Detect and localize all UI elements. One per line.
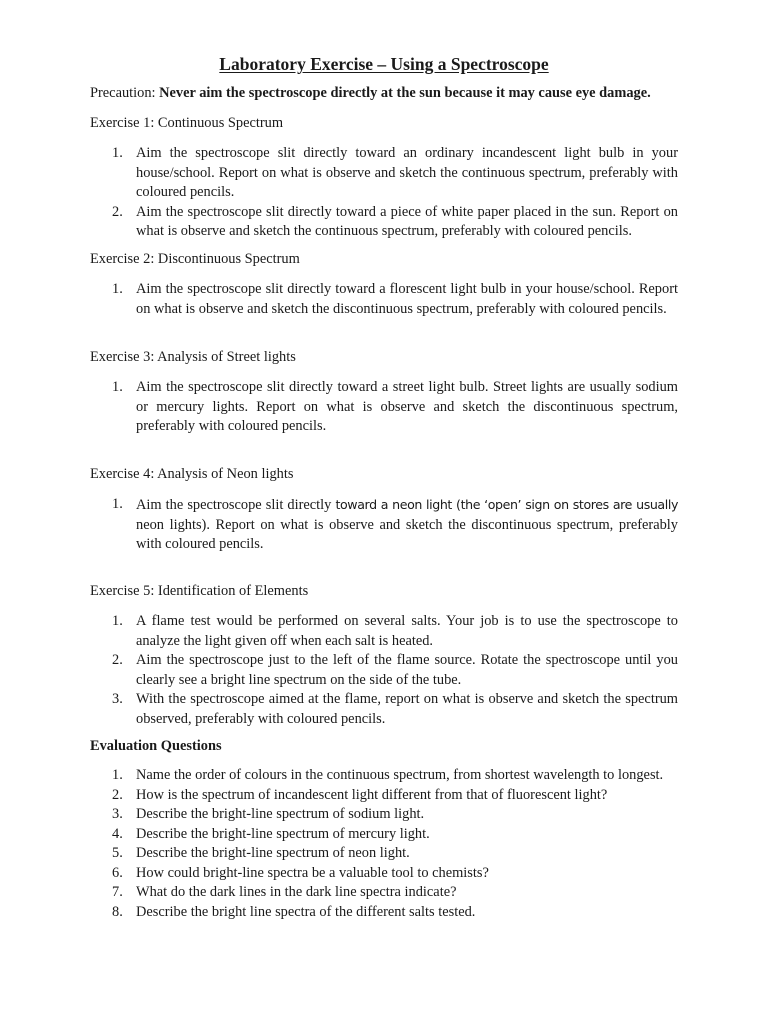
document-title: Laboratory Exercise – Using a Spectroscope xyxy=(219,54,549,74)
list-item: 4. Describe the bright-line spectrum of mercury light. xyxy=(112,825,430,842)
list-item: 1. Aim the spectroscope slit directly toward a neon light (the ‘open’ sign on stores are usually neon lights). Report on what is observe and sketch the discontinuous spectrum, preferably with coloured pencils. xyxy=(112,496,678,552)
list-item: 7. What do the dark lines in the dark line spectra indicate? xyxy=(112,884,457,900)
exercise-3-heading: Exercise 3: Analysis of Street lights xyxy=(90,349,296,365)
exercise-2-list xyxy=(0,280,678,319)
exercise-5-list xyxy=(0,612,678,729)
exercise-4-heading: Exercise 4: Analysis of Neon lights xyxy=(90,466,294,482)
list-item: 1. A flame test would be performed on several salts. Your job is to use the spectroscope to analyze the light given off when each salt is heated. xyxy=(112,613,678,649)
list-item: 2. Aim the spectroscope just to the left of the flame source. Rotate the spectroscope until you clearly see a bright line spectrum on the side of the tube. xyxy=(112,652,678,688)
list-item: 1. Aim the spectroscope slit directly toward a florescent light bulb in your house/school. Report on what is observe and sketch the discontinuous spectrum, preferably with coloured pencils. xyxy=(112,281,678,317)
exercise-1-list xyxy=(0,144,678,242)
precaution xyxy=(90,84,680,104)
list-item: 1. Name the order of colours in the continuous spectrum, from shortest wavelength to longest. xyxy=(112,767,664,783)
list-item: 1. Aim the spectroscope slit directly toward an ordinary incandescent light bulb in your house/school. Report on what is observe and sketch the continuous spectrum, preferably with coloured pencils. xyxy=(112,145,678,200)
exercise-3-list xyxy=(0,378,678,437)
list-item: 2. Aim the spectroscope slit directly toward a piece of white paper placed in the sun. Report on what is observe and sketch the continuous spectrum, preferably with coloured pencils. xyxy=(112,203,678,239)
list-item: 6. How could bright-line spectra be a valuable tool to chemists? xyxy=(112,864,489,881)
list-item: 3. Describe the bright-line spectrum of sodium light. xyxy=(112,806,425,822)
exercise-2-heading: Exercise 2: Discontinuous Spectrum xyxy=(90,251,300,267)
list-item: 2. How is the spectrum of incandescent light different from that of fluorescent light? xyxy=(112,786,608,803)
evaluation-list xyxy=(0,766,696,922)
exercise-5-heading: Exercise 5: Identification of Elements xyxy=(90,583,309,599)
exercise-4-list xyxy=(0,495,678,555)
evaluation-heading: Evaluation Questions xyxy=(90,738,222,754)
list-item: 5. Describe the bright-line spectrum of neon light. xyxy=(112,845,410,861)
precaution-text: Never aim the spectroscope directly at the sun because it may cause eye damage. xyxy=(159,85,651,101)
list-item: 8. Describe the bright line spectra of the different salts tested. xyxy=(112,903,476,920)
list-item: 3. With the spectroscope aimed at the flame, report on what is observe and sketch the spectrum observed, preferably with coloured pencils. xyxy=(112,691,678,727)
exercise-1-heading: Exercise 1: Continuous Spectrum xyxy=(90,115,284,131)
precaution-label: Precaution: xyxy=(90,85,160,101)
list-item: 1. Aim the spectroscope slit directly toward a street light bulb. Street lights are usually sodium or mercury lights. Report on what is observe and sketch the discontinuous spectrum, preferably with coloured pencils. xyxy=(112,379,678,434)
